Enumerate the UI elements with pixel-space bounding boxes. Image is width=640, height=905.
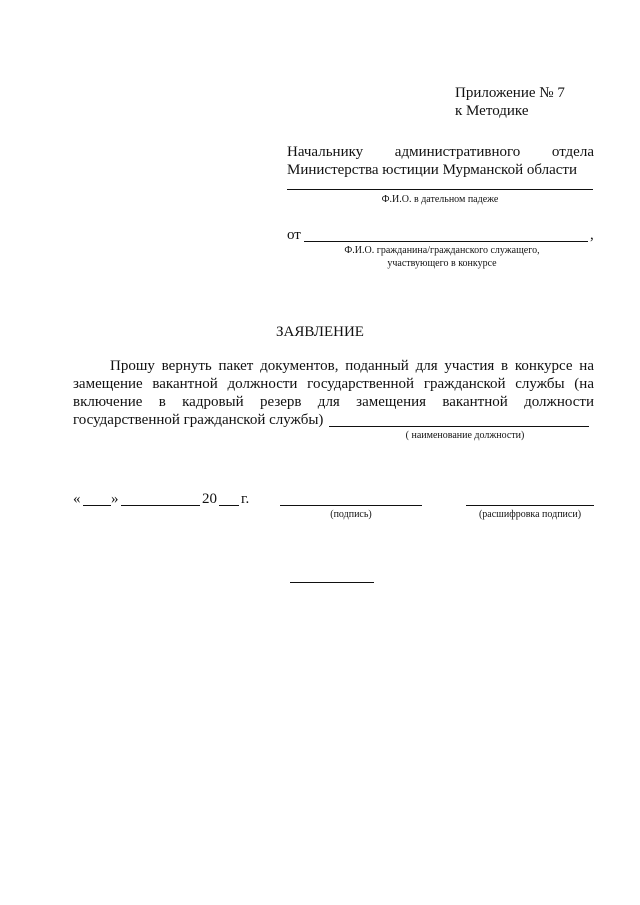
addressee-word-1: Начальнику <box>287 144 364 160</box>
date-month-line <box>121 505 200 506</box>
end-separator-line <box>290 582 374 583</box>
from-caption-1: Ф.И.О. гражданина/гражданского служащего, <box>344 245 540 256</box>
date-quote-close: » <box>111 491 119 507</box>
signature-line <box>280 505 422 506</box>
signature-decode-caption: (расшифровка подписи) <box>478 509 582 520</box>
document-title: ЗАЯВЛЕНИЕ <box>276 324 364 340</box>
date-year-prefix: 20 <box>202 491 217 507</box>
from-label: от <box>287 227 301 243</box>
addressee-line-1 <box>287 143 594 161</box>
addressee-word-3: отдела <box>551 144 594 160</box>
from-fio-line <box>304 241 588 242</box>
addressee-line-2: Министерства юстиции Мурманской области <box>287 162 577 178</box>
from-comma: , <box>590 227 594 243</box>
date-day-line <box>83 505 111 506</box>
appendix-number: Приложение № 7 <box>455 85 565 101</box>
body-line-1: Прошу вернуть пакет документов, поданный для участия в конкурсе на <box>110 358 594 374</box>
position-name-line <box>329 426 589 427</box>
date-year-line <box>219 505 239 506</box>
signature-decode-line <box>466 505 594 506</box>
body-line-4: государственной гражданской службы) <box>73 412 324 428</box>
date-quote-open: « <box>73 491 81 507</box>
body-line-2: замещение вакантной должности государственной гражданской службы (на <box>73 376 594 392</box>
date-year-suffix: г. <box>241 491 250 507</box>
addressee-fio-caption: Ф.И.О. в дательном падеже <box>381 194 499 205</box>
appendix-reference: к Методике <box>455 103 529 119</box>
body-line-3: включение в кадровый резерв для замещения вакантной должности <box>73 394 594 410</box>
position-caption: ( наименование должности) <box>405 430 525 441</box>
signature-caption: (подпись) <box>330 509 372 520</box>
from-caption-2: участвующего в конкурсе <box>387 258 497 269</box>
addressee-word-2: административного <box>394 144 521 160</box>
addressee-fio-line <box>287 189 593 190</box>
